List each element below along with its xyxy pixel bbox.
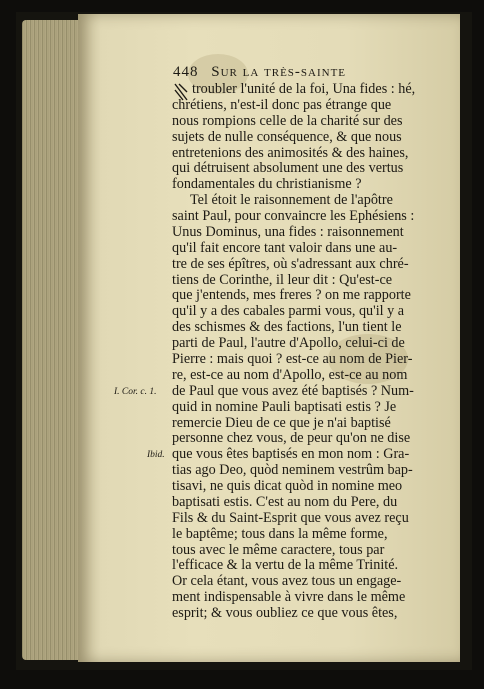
text-line: de Paul que vous avez été baptisés ? Num- — [172, 382, 414, 399]
text-line: tias ago Deo, quòd neminem vestrûm bap- — [172, 462, 413, 479]
text-line: tous avec le même caractere, tous par — [172, 541, 385, 558]
text-line: Or cela étant, vous avez tous un engage- — [172, 573, 402, 590]
text-line: Fils & du Saint-Esprit que vous avez reçu — [172, 509, 409, 526]
text-line: qu'il y a des cabales parmi vous, qu'il y a — [172, 303, 405, 320]
text-line: Tel étoit le raisonnement de l'apôtre — [190, 192, 393, 209]
text-line: le baptême; tous dans la même forme, — [172, 525, 388, 542]
text-line: Pierre : mais quoi ? est-ce au nom de Pier- — [172, 350, 413, 367]
text-line: esprit; & vous oubliez ce que vous êtes, — [172, 605, 398, 621]
text-line: tisavi, ne quis dicat quòd in nomine meo — [172, 478, 403, 494]
text-line: entretenions des animosités & des haines, — [172, 144, 409, 161]
margin-note-ibid: Ibid. — [147, 450, 165, 461]
text-line: l'efficace & la vertu de la même Trinité. — [172, 557, 399, 574]
running-title: Sur la très-sainte — [211, 64, 347, 80]
page-edges — [22, 20, 82, 660]
text-line: Unus Dominus, una fides : raisonnement — [172, 223, 404, 240]
text-line: que j'entends, mes freres ? on me rapporte — [172, 287, 411, 304]
text-line: ment indispensable à vivre dans le même — [172, 589, 406, 606]
text-line: baptisati estis. C'est au nom du Pere, du — [172, 493, 398, 510]
text-line: que vous êtes baptisés en mon nom : Gra- — [172, 446, 410, 463]
page-number: 448 — [173, 64, 199, 80]
text-line: qu'il fait encore tant valoir dans une au- — [172, 239, 398, 256]
text-line: saint Paul, pour convaincre les Ephésiens : — [172, 208, 415, 224]
text-line: sujets de nulle conséquence, & que nous — [172, 128, 402, 145]
text-line: tre de ses épîtres, où s'adressant aux chré- — [172, 255, 409, 272]
text-line: nous rompions celle de la charité sur des — [172, 112, 403, 129]
text-line: remercie Dieu de ce que je n'ai baptisé — [172, 414, 391, 431]
text-line: quid in nomine Pauli baptisati estis ? Je — [172, 398, 397, 415]
text-line: troubler l'unité de la foi, Una fides : hé, — [192, 81, 416, 97]
text-line: fondamentales du christianisme ? — [172, 176, 362, 193]
text-line: qui détruisent absolument une des vertus — [172, 160, 404, 177]
text-line: personne chez vous, de peur qu'on ne dise — [172, 430, 411, 447]
text-line: des schismes & des factions, l'un tient le — [172, 319, 402, 336]
text-line: parti de Paul, l'autre d'Apollo, celui-ci de — [172, 335, 405, 352]
running-header — [173, 64, 346, 81]
text-line: re, est-ce au nom d'Apollo, est-ce au nom — [172, 366, 408, 383]
text-line: chrétiens, n'est-il donc pas étrange que — [172, 96, 392, 113]
text-line: tiens de Corinthe, il leur dit : Qu'est-ce — [172, 271, 393, 288]
margin-note-reference: I. Cor. c. 1. — [114, 386, 157, 397]
